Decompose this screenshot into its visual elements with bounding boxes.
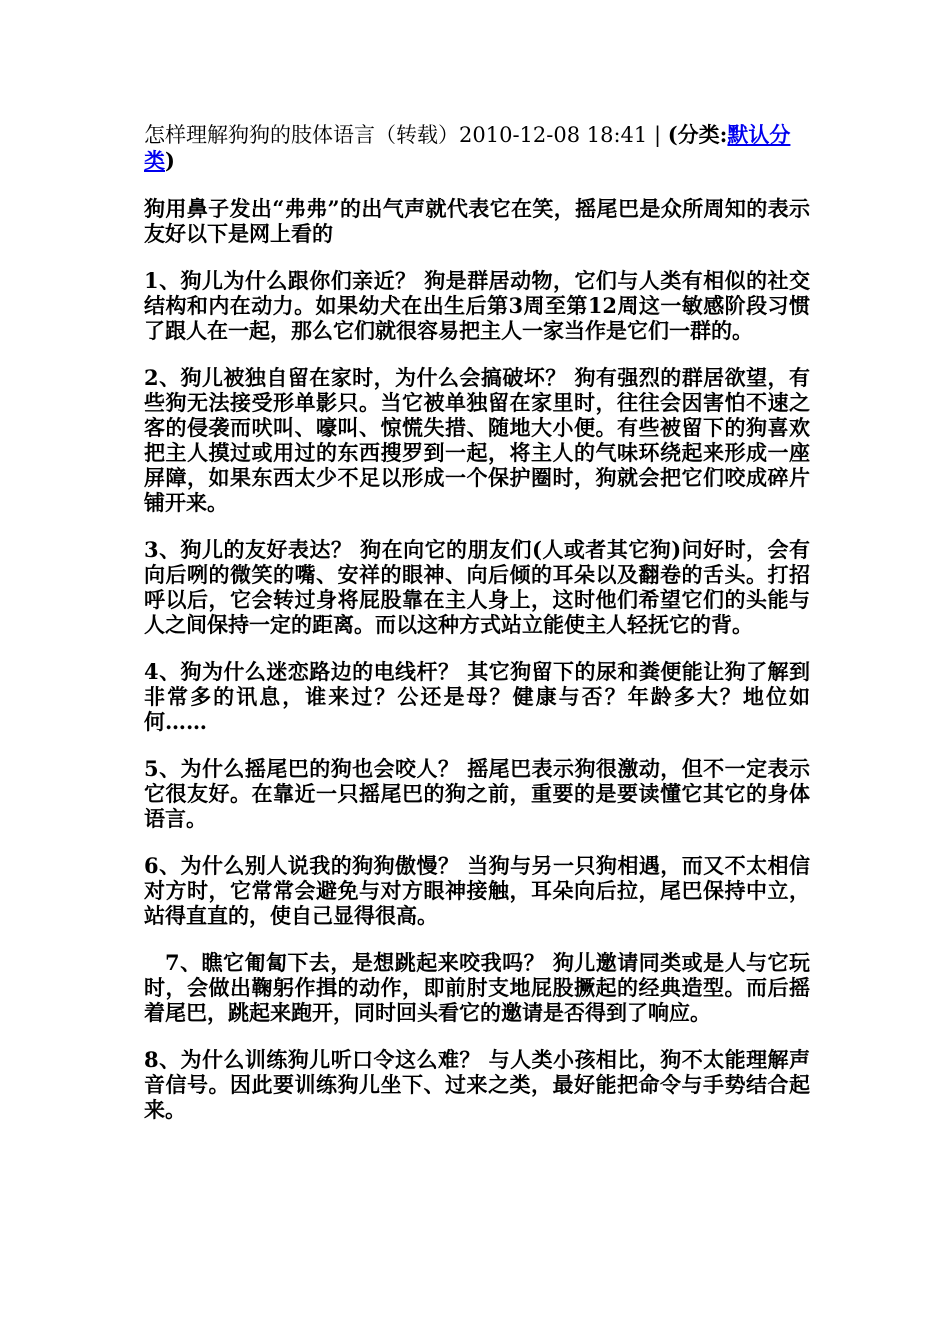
post-datetime: 2010-12-08 18:41	[459, 123, 648, 147]
item-paragraph-6: 6、为什么别人说我的狗狗傲慢？ 当狗与另一只狗相遇，而又不太相信对方时，它常常会避免与对方眼神接触，耳朵向后拉，尾巴保持中立，站得直直的，使自己显得很高。	[144, 853, 810, 928]
post-header	[144, 122, 810, 174]
item-paragraph-1: 1、狗儿为什么跟你们亲近？ 狗是群居动物，它们与人类有相似的社交结构和内在动力。如果幼犬在出生后第3周至第12周这一敏感阶段习惯了跟人在一起，那么它们就很容易把主人一家当作是它们一群的。	[144, 268, 810, 343]
document-page	[144, 122, 810, 1144]
category-close: )	[165, 148, 175, 173]
item-paragraph-2: 2、狗儿被独自留在家时，为什么会搞破坏？ 狗有强烈的群居欲望，有些狗无法接受形单影只。当它被单独留在家里时，往往会因害怕不速之客的侵袭而吠叫、嚎叫、惊慌失措、随地大小便。有些被留下的狗喜欢把主人摸过或用过的东西搜罗到一起，将主人的气味环绕起来形成一座屏障，如果东西太少不足以形成一个保护圈时，狗就会把它们咬成碎片铺开来。	[144, 365, 810, 515]
item-paragraph-7: 7、瞧它匍匐下去，是想跳起来咬我吗？ 狗儿邀请同类或是人与它玩时，会做出鞠躬作揖的动作，即前肘支地屁股撅起的经典造型。而后摇着尾巴，跳起来跑开，同时回头看它的邀请是否得到了响应。	[144, 950, 810, 1025]
item-paragraph-5: 5、为什么摇尾巴的狗也会咬人？ 摇尾巴表示狗很激动，但不一定表示它很友好。在靠近一只摇尾巴的狗之前，重要的是要读懂它其它的身体语言。	[144, 756, 810, 831]
category-link[interactable]: 默认分类	[144, 122, 791, 173]
item-paragraph-4: 4、狗为什么迷恋路边的电线杆？ 其它狗留下的尿和粪便能让狗了解到非常多的讯息，谁来过？公还是母？健康与否？年龄多大？地位如何……	[144, 659, 810, 734]
intro-paragraph: 狗用鼻子发出“弗弗”的出气声就代表它在笑，摇尾巴是众所周知的表示友好以下是网上看的	[144, 196, 810, 246]
category-open: (分类:	[667, 122, 728, 147]
item-paragraph-8: 8、为什么训练狗儿听口令这么难？ 与人类小孩相比，狗不太能理解声音信号。因此要训练狗儿坐下、过来之类，最好能把命令与手势结合起来。	[144, 1047, 810, 1122]
item-paragraph-3: 3、狗儿的友好表达？ 狗在向它的朋友们(人或者其它狗)问好时，会有向后咧的微笑的嘴、安祥的眼神、向后倾的耳朵以及翻卷的舌头。打招呼以后，它会转过身将屁股靠在主人身上，这时他们希望它们的头能与人之间保持一定的距离。而以这种方式站立能使主人轻抚它的背。	[144, 537, 810, 637]
post-title: 怎样理解狗狗的肢体语言（转载）	[144, 123, 459, 147]
header-separator: |	[647, 123, 668, 147]
